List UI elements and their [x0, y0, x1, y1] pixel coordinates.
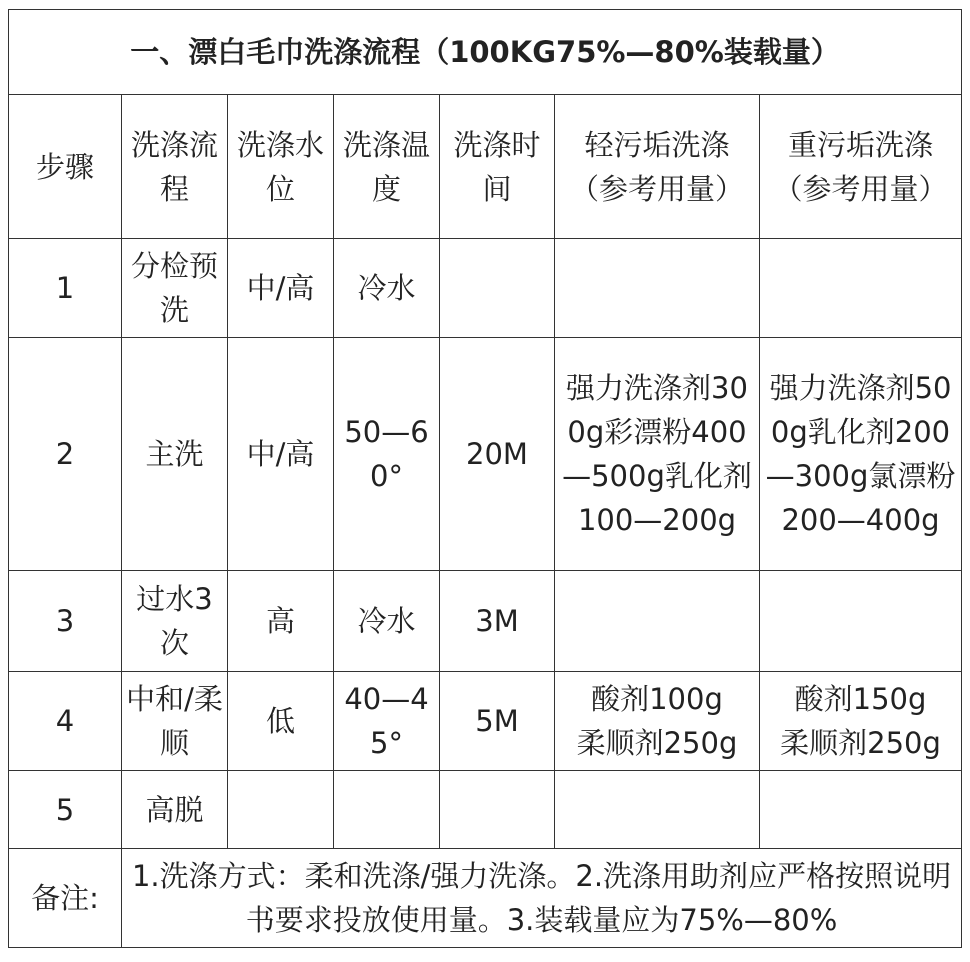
- cell-heavy-soil: [760, 571, 962, 672]
- cell-light-soil: 强力洗涤剂300g彩漂粉400—500g乳化剂100—200g: [555, 338, 760, 571]
- cell-process: 过水3次: [122, 571, 228, 672]
- cell-heavy-soil: 强力洗涤剂500g乳化剂200—300g氯漂粉200—400g: [760, 338, 962, 571]
- table-row: [9, 239, 962, 338]
- cell-process: 中和/柔顺: [122, 672, 228, 771]
- cell-heavy-soil: [760, 672, 962, 771]
- table-row: [9, 771, 962, 849]
- note-text: 1.洗涤方式：柔和洗涤/强力洗涤。2.洗涤用助剂应严格按照说明书要求投放使用量。3.装载量应为75%—80%: [122, 849, 962, 948]
- table-row: [9, 571, 962, 672]
- cell-water-level: 中/高: [228, 239, 334, 338]
- cell-line: 柔顺剂250g: [780, 726, 941, 760]
- cell-step: 5: [9, 771, 122, 849]
- cell-step: 3: [9, 571, 122, 672]
- header-process: 洗涤流程: [122, 95, 228, 239]
- cell-time: [440, 239, 555, 338]
- cell-temperature: 冷水: [334, 239, 440, 338]
- cell-heavy-soil: [760, 771, 962, 849]
- cell-temperature: 40—45°: [334, 672, 440, 771]
- cell-process: 高脱: [122, 771, 228, 849]
- header-temperature: 洗涤温度: [334, 95, 440, 239]
- cell-light-soil: [555, 771, 760, 849]
- cell-step: 2: [9, 338, 122, 571]
- table-row: [9, 672, 962, 771]
- cell-water-level: 高: [228, 571, 334, 672]
- cell-temperature: [334, 771, 440, 849]
- header-water-level: 洗涤水位: [228, 95, 334, 239]
- cell-light-soil: [555, 672, 760, 771]
- header-heavy-soil: 重污垢洗涤（参考用量）: [760, 95, 962, 239]
- table-title: 一、漂白毛巾洗涤流程（100KG75%—80%装载量）: [9, 10, 962, 95]
- header-row: [9, 95, 962, 239]
- cell-line: 酸剂150g: [794, 682, 927, 716]
- table-row: [9, 338, 962, 571]
- header-light-soil: 轻污垢洗涤（参考用量）: [555, 95, 760, 239]
- cell-light-soil: [555, 571, 760, 672]
- cell-step: 1: [9, 239, 122, 338]
- title-row: [9, 10, 962, 95]
- header-step: 步骤: [9, 95, 122, 239]
- cell-light-soil: [555, 239, 760, 338]
- cell-line: 酸剂100g: [591, 682, 723, 716]
- cell-process: 主洗: [122, 338, 228, 571]
- note-row: [9, 849, 962, 948]
- cell-time: 5M: [440, 672, 555, 771]
- header-time: 洗涤时间: [440, 95, 555, 239]
- cell-time: 3M: [440, 571, 555, 672]
- cell-process: 分检预洗: [122, 239, 228, 338]
- washing-process-table: [8, 9, 962, 948]
- cell-water-level: [228, 771, 334, 849]
- cell-time: 20M: [440, 338, 555, 571]
- cell-step: 4: [9, 672, 122, 771]
- cell-water-level: 低: [228, 672, 334, 771]
- cell-temperature: 冷水: [334, 571, 440, 672]
- note-label: 备注:: [9, 849, 122, 948]
- cell-water-level: 中/高: [228, 338, 334, 571]
- cell-line: 柔顺剂250g: [576, 726, 738, 760]
- cell-temperature: 50—60°: [334, 338, 440, 571]
- cell-time: [440, 771, 555, 849]
- cell-heavy-soil: [760, 239, 962, 338]
